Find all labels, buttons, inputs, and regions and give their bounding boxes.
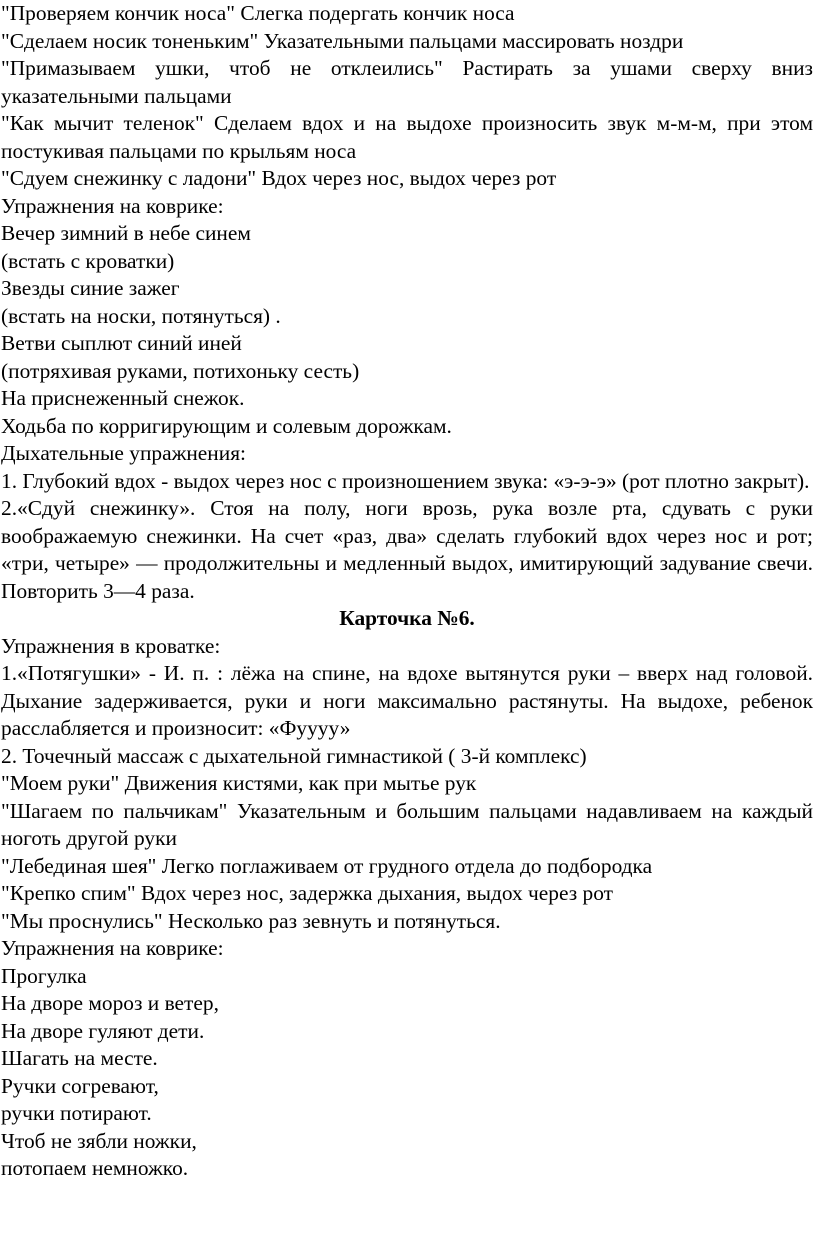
bed-item: "Мы проснулись" Несколько раз зевнуть и потянуться. (1, 908, 501, 933)
bed-item: "Моем руки" Движения кистями, как при мытье рук (1, 771, 477, 795)
card-title: Карточка №6. (339, 606, 475, 630)
poem-line: Чтоб не зябли ножки, (1, 1128, 197, 1153)
intro-item: "Проверяем кончик носа" Слегка подергать кончик носа (1, 1, 515, 25)
poem-line: На дворе гуляют дети. (1, 1018, 205, 1043)
poem-line: Ходьба по корригирующим и солевым дорожкам. (1, 413, 452, 438)
poem-line: Прогулка (1, 963, 87, 988)
poem-line: Вечер зимний в небе синем (1, 221, 251, 245)
poem-line: Ветви сыплют синий иней (1, 331, 242, 355)
breathing-item: 2.«Сдуй снежинку». Стоя на полу, ноги врозь, рука возле рта, сдувать с руки воображаемую снежинки. На счет «раз, два» сделать глубокий вдох через нос и рот; «три, четыре» — продолжительны и медленный выдох, имитирующий задувание свечи. Повторить 3—4 раза. (1, 496, 813, 603)
bed-item: "Лебединая шея" Легко поглаживаем от грудного отдела до подбородка (1, 853, 653, 878)
poem-line: (встать на носки, потянуться) . (1, 303, 281, 328)
poem-line: ручки потирают. (1, 1101, 152, 1125)
poem-line: На приснеженный снежок. (1, 386, 245, 410)
intro-item: "Сдуем снежинку с ладони" Вдох через нос, выдох через рот (1, 166, 557, 190)
poem-line: (встать с кроватки) (1, 248, 175, 273)
intro-item: "Как мычит теленок" Сделаем вдох и на выдохе произносить звук м-м-м, при этом постукивая пальцами по крыльям носа (1, 111, 813, 163)
bed-exercises-heading: Упражнения в кроватке: (1, 633, 221, 658)
intro-item: "Примазываем ушки, чтоб не отклеились" Растирать за ушами сверху вниз указательными пальцами (1, 56, 813, 108)
bed-item: 1.«Потягушки» - И. п. : лёжа на спине, на вдохе вытянутся руки – вверх над головой. Дыхание задерживается, руки и ноги максимально растянуты. На выдохе, ребенок расслабляется и произносит: «Фуууу» (1, 661, 813, 740)
breathing-item: 1. Глубокий вдох - выдох через нос с произношением звука: «э-э-э» (рот плотно закрыт). (1, 468, 810, 493)
intro-item: "Сделаем носик тоненьким" Указательными пальцами массировать ноздри (1, 28, 684, 53)
poem-line: Шагать на месте. (1, 1046, 158, 1070)
bed-item: 2. Точечный массаж с дыхательной гимнастикой ( 3-й комплекс) (1, 743, 587, 768)
poem-line: (потряхивая руками, потихоньку сесть) (1, 358, 360, 383)
poem-line: Звезды синие зажег (1, 276, 180, 300)
bed-item: "Крепко спим" Вдох через нос, задержка дыхания, выдох через рот (1, 881, 613, 905)
breathing-exercises-heading: Дыхательные упражнения: (1, 441, 246, 465)
poem-line: Ручки согревают, (1, 1073, 159, 1098)
mat-exercises-heading: Упражнения на коврике: (1, 936, 224, 960)
poem-line: потопаем немножко. (1, 1156, 189, 1180)
poem-line: На дворе мороз и ветер, (1, 991, 219, 1015)
mat-exercises-heading: Упражнения на коврике: (1, 193, 224, 218)
bed-item: "Шагаем по пальчикам" Указательным и большим пальцами надавливаем на каждый ноготь другой руки (1, 798, 813, 850)
